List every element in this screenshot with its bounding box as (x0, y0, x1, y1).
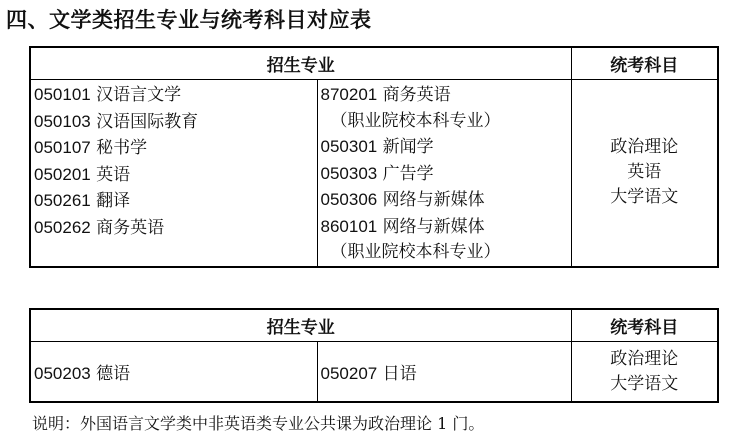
major-code: 050201 (34, 164, 91, 184)
list-item (321, 82, 571, 109)
list-item (321, 187, 571, 214)
table-row (30, 80, 718, 267)
major-code: 860101 (320, 216, 378, 236)
list-item (34, 135, 317, 162)
subject-item: 英语 (627, 162, 662, 183)
list-item (321, 214, 571, 241)
major-code: 050306 (320, 190, 378, 209)
major-code: 870201 (320, 85, 378, 104)
major-code: 050103 (34, 111, 91, 131)
header-major: 招生专业 (30, 309, 571, 342)
subject-item: 政治理论 (610, 348, 679, 369)
table-header-row (30, 309, 718, 342)
exam-subjects (571, 342, 718, 403)
major-code: 050101 (34, 85, 91, 104)
major-note: （职业院校本科专业） (330, 110, 501, 131)
major-name: 广告学 (382, 163, 434, 184)
subject-item: 政治理论 (610, 137, 679, 158)
major-cell-right (317, 342, 571, 403)
header-subject: 统考科目 (571, 47, 718, 80)
list-item-note (321, 109, 571, 135)
major-name: 商务英语 (96, 217, 165, 238)
list-item (34, 162, 317, 189)
major-name: 秘书学 (96, 138, 148, 158)
section-heading: 四、文学类招生专业与统考科目对应表 (6, 8, 372, 32)
major-name: 新闻学 (382, 137, 434, 157)
major-code: 050262 (34, 217, 91, 237)
major-name: 汉语国际教育 (96, 111, 199, 132)
header-major: 招生专业 (30, 47, 571, 80)
major-name: 日语 (382, 364, 417, 384)
subject-item: 大学语文 (610, 187, 679, 208)
major-name: 德语 (96, 364, 131, 384)
major-code: 050301 (320, 137, 378, 156)
major-code: 050303 (320, 163, 378, 183)
major-code: 050207 (320, 364, 378, 383)
major-subject-table-2 (29, 308, 719, 403)
major-name: 网络与新媒体 (382, 216, 485, 237)
list-item-note (321, 240, 571, 266)
major-name: 翻译 (96, 191, 131, 211)
major-name: 网络与新媒体 (382, 190, 485, 210)
major-code: 050107 (34, 138, 91, 157)
footnote: 说明：外国语言文学类中非英语类专业公共课为政治理论 1 门。 (32, 414, 485, 433)
list-item (321, 161, 571, 188)
list-item (34, 109, 317, 136)
exam-subjects (571, 80, 718, 267)
major-subject-table-1 (29, 46, 719, 268)
table-row (30, 342, 718, 403)
header-subject: 统考科目 (571, 309, 718, 342)
major-name: 英语 (96, 164, 131, 185)
major-code: 050261 (34, 191, 91, 210)
table-header-row (30, 47, 718, 80)
major-cell-left (30, 342, 317, 403)
list-item (34, 188, 317, 215)
list-item (321, 134, 571, 161)
major-code: 050203 (34, 364, 91, 383)
subject-item: 大学语文 (610, 373, 679, 394)
major-note: （职业院校本科专业） (330, 242, 501, 262)
major-list-right (317, 80, 571, 267)
major-name: 商务英语 (382, 85, 451, 105)
major-list-left (30, 80, 317, 267)
list-item (34, 215, 317, 242)
list-item (34, 82, 317, 109)
major-name: 汉语言文学 (96, 85, 182, 105)
